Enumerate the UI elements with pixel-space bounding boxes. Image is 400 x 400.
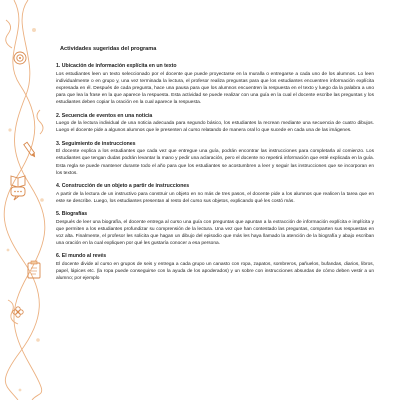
section-body: Después de leer una biografía, el docente entrega al curso una guía con preguntas que apuntan a la extracción de información explícita e implícita y que permiten a los estudiantes profundizar su comprensión de la lectura. Una vez que han contestado las preguntas, comparten sus respuestas en voz alta. Finalmente, el profesor les solicita que hagan un dibujo del episodio que más les haya llamado la atención de la biografía y abajo escriban una oración en la cual expliquen por qué les gustaría conocer a esa persona. [56,219,374,247]
section-1 [56,63,374,107]
section-body: El docente explica a los estudiantes que cada vez que entregue una guía, podrán encontrar las instrucciones para completarla al comienzo. Los estudiantes que tengan dudas podrán levantar la mano y pedir una aclaración, pero el docente no repetirá información que esté explicada en la guía. Esta regla se puede mantener durante todo el año para que los estudiantes se acostumbren a leer y seguir las instrucciones que se incorporan en los textos. [56,149,374,176]
clipboard-icon [28,261,40,278]
section-heading: 3. Seguimiento de instrucciones [56,140,136,147]
section-6 [56,253,374,282]
section-body: Luego de la lectura individual de una noticia adecuada para segundo básico, los estudiantes la recrean mediante una secuencia de cuatro dibujos. Luego el docente pide a algunos alumnos que le presenten al curso relatando de manera oral lo que sucede en cada una de las imágenes. [56,121,374,134]
section-heading: 6. El mundo al revés [56,253,107,260]
section-heading: 1. Ubicación de información explícita en un texto [56,63,177,69]
book-icon [11,176,25,187]
decorative-border [0,0,56,400]
section-heading: 4. Construcción de un objeto a partir de instrucciones [56,183,190,190]
section-body: A partir de la lectura de un instructivo para construir un objeto en no más de tres pasos, el docente pide a los alumnos que realicen la tarea que en este se describe. Luego, los estudiantes presentan al resto del curso sus objetos, explicando qué les costó más. [56,191,374,204]
section-body: Los estudiantes leen un texto seleccionado por el docente que puede proyectarse en la muralla o entregarse a cada uno de los alumnos. Lo leen individualmente o en grupo y, una vez terminada la lectura, el profesor realiza preguntas para que los estudiantes encuentren información explícita expresada en él. Después de cada pregunta, hace una pausa para que los alumnos encuentren la respuesta en el texto y luego da la palabra a uno para que lea la frase en la que aparece la respuesta. Esta actividad se puede realizar con una guía en la cual el docente escribe las preguntas y los estudiantes deben copiar la oración en la cual aparece la respuesta. [56,71,374,106]
section-heading: 2. Secuencia de eventos en una noticia [56,112,153,119]
target-icon [14,52,26,64]
section-5 [56,211,374,247]
section-4 [56,183,374,205]
document-content [56,46,374,289]
document-title: Actividades sugeridas del programa [60,46,157,52]
section-body: El docente divide al curso en grupos de seis y entrega a cada grupo un canasto con ropa, zapatos, sombreros, pañuelos, bufandas, diarios, libros, papel, lápices etc. (la ropa puede conseguirse con la ayuda de los apoderados) y un sobre con instrucciones absurdas de cómo deben vestir a un alumno; por ejemplo [56,262,374,282]
section-3 [56,141,374,177]
speech-bubble-icon [11,187,25,200]
section-2 [56,113,374,135]
section-heading: 5. Biografías [56,211,88,218]
